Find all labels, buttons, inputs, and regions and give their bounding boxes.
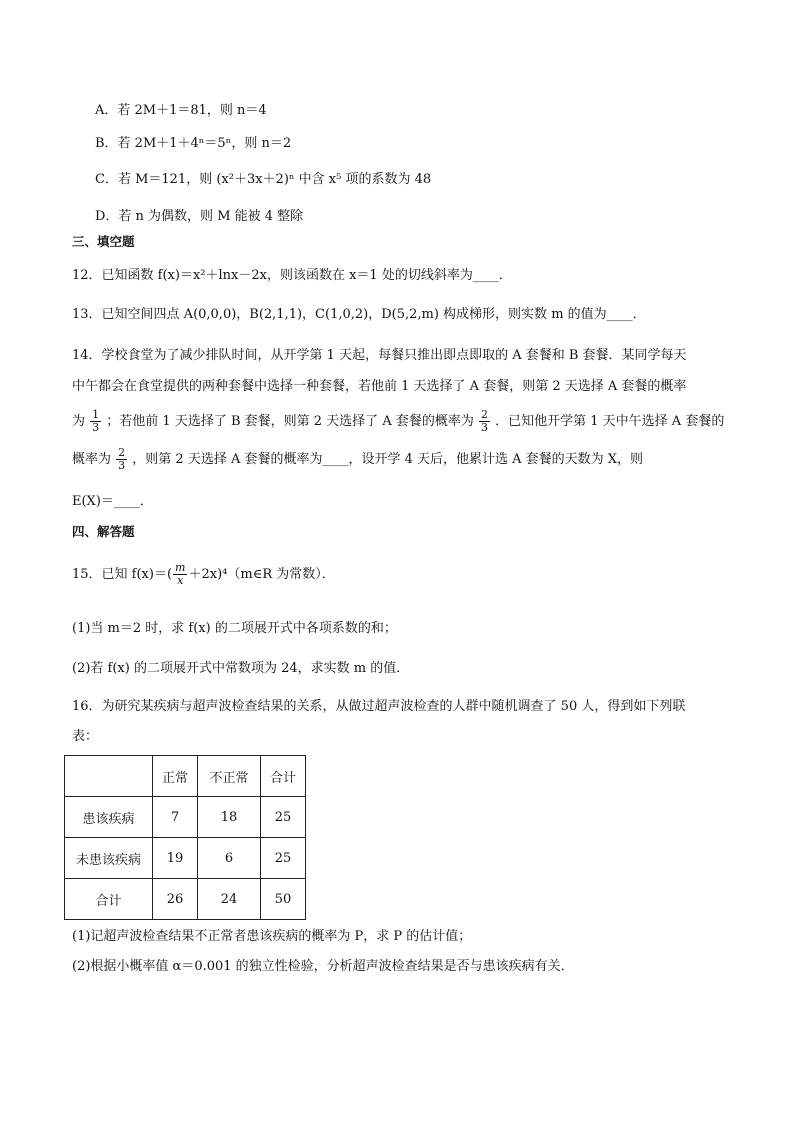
fraction-numerator: m: [175, 561, 186, 574]
table-cell: 19: [153, 838, 198, 879]
question-14-line-5: E(X)＝____．: [72, 494, 153, 509]
section-3-heading: 三、填空题: [72, 234, 135, 249]
table-header-cell: 正常: [153, 756, 198, 797]
fraction: [116, 447, 127, 472]
table-cell: 50: [261, 879, 306, 920]
table-cell: 7: [153, 797, 198, 838]
question-14-line-1: 14．学校食堂为了减少排队时间，从开学第 1 天起，每餐只推出即点即取的 A 套餐和 B 套餐．某同学每天: [72, 348, 687, 363]
fraction: [173, 562, 187, 587]
table-header-cell: 合计: [261, 756, 306, 797]
fraction-numerator: 1: [92, 408, 100, 421]
option-a: A．若 2M＋1＝81，则 n＝4: [95, 103, 267, 118]
fraction-denominator: 3: [480, 421, 488, 434]
table-cell: 合计: [65, 879, 153, 920]
q14-text-segment: ，则第 2 天选择 A 套餐的概率为____，设开学 4 天后，他累计选 A 套餐的天数为 X，则: [132, 452, 644, 467]
table-cell: 18: [198, 797, 261, 838]
section-4-heading: 四、解答题: [72, 524, 135, 539]
fraction-denominator: x: [177, 574, 184, 587]
question-14-line-3: [72, 409, 730, 435]
table-cell: 未患该疾病: [65, 838, 153, 879]
question-16-part-2: (2)根据小概率值 α＝0.001 的独立性检验，分析超声波检查结果是否与患该疾病有关．: [72, 959, 574, 974]
q14-text-segment: ．已知他开学第 1 天中午选择 A 套餐的: [495, 414, 725, 429]
table-header-cell: [65, 756, 153, 797]
question-16-line-1: 16．为研究某疾病与超声波检查结果的关系，从做过超声波检查的人群中随机调查了 50 人，得到如下列联: [72, 699, 686, 714]
contingency-table: [64, 755, 306, 920]
fraction-numerator: 2: [480, 408, 488, 421]
q15-text-segment: 15．已知 f(x)＝(: [72, 567, 173, 582]
q14-text-segment: ；若他前 1 天选择了 B 套餐，则第 2 天选择了 A 套餐的概率为: [106, 414, 474, 429]
question-15-stem: [72, 560, 730, 590]
table-cell: 患该疾病: [65, 797, 153, 838]
option-d: D．若 n 为偶数，则 M 能被 4 整除: [95, 209, 304, 224]
option-c: C．若 M＝121，则 (x²＋3x＋2)ⁿ 中含 x⁵ 项的系数为 48: [95, 172, 432, 187]
table-row: [65, 797, 306, 838]
fraction-denominator: 3: [118, 459, 126, 472]
table-row: [65, 838, 306, 879]
table-cell: 6: [198, 838, 261, 879]
question-14-line-4: [72, 447, 730, 473]
question-14-line-2: 中午都会在食堂提供的两种套餐中选择一种套餐，若他前 1 天选择了 A 套餐，则第 2 天选择 A 套餐的概率: [72, 379, 687, 394]
q15-text-segment: ＋2x)⁴（m∈R 为常数）．: [188, 567, 335, 582]
table-cell: 24: [198, 879, 261, 920]
fraction-denominator: 3: [92, 421, 100, 434]
question-16-line-2: 表：: [72, 729, 99, 744]
question-12: 12．已知函数 f(x)＝x²＋lnx－2x，则该函数在 x＝1 处的切线斜率为____．: [72, 268, 512, 283]
q14-text-segment: 概率为: [72, 452, 112, 467]
fraction: [479, 409, 490, 434]
fraction-numerator: 2: [118, 446, 126, 459]
q14-text-segment: 为: [72, 414, 86, 429]
table-cell: 25: [261, 838, 306, 879]
question-16-part-1: (1)记超声波检查结果不正常者患该疾病的概率为 P，求 P 的估计值；: [72, 929, 472, 944]
table-cell: 25: [261, 797, 306, 838]
table-header-cell: 不正常: [198, 756, 261, 797]
fraction: [90, 409, 101, 434]
question-15-part-1: (1)当 m＝2 时，求 f(x) 的二项展开式中各项系数的和；: [72, 621, 397, 636]
question-15-part-2: (2)若 f(x) 的二项展开式中常数项为 24，求实数 m 的值．: [72, 661, 410, 676]
option-b: B．若 2M＋1＋4ⁿ＝5ⁿ，则 n＝2: [95, 136, 292, 151]
table-row: [65, 879, 306, 920]
question-13: 13．已知空间四点 A(0,0,0)，B(2,1,1)，C(1,0,2)，D(5,2,m) 构成梯形，则实数 m 的值为____．: [72, 307, 646, 322]
table-header-row: [65, 756, 306, 797]
table-cell: 26: [153, 879, 198, 920]
